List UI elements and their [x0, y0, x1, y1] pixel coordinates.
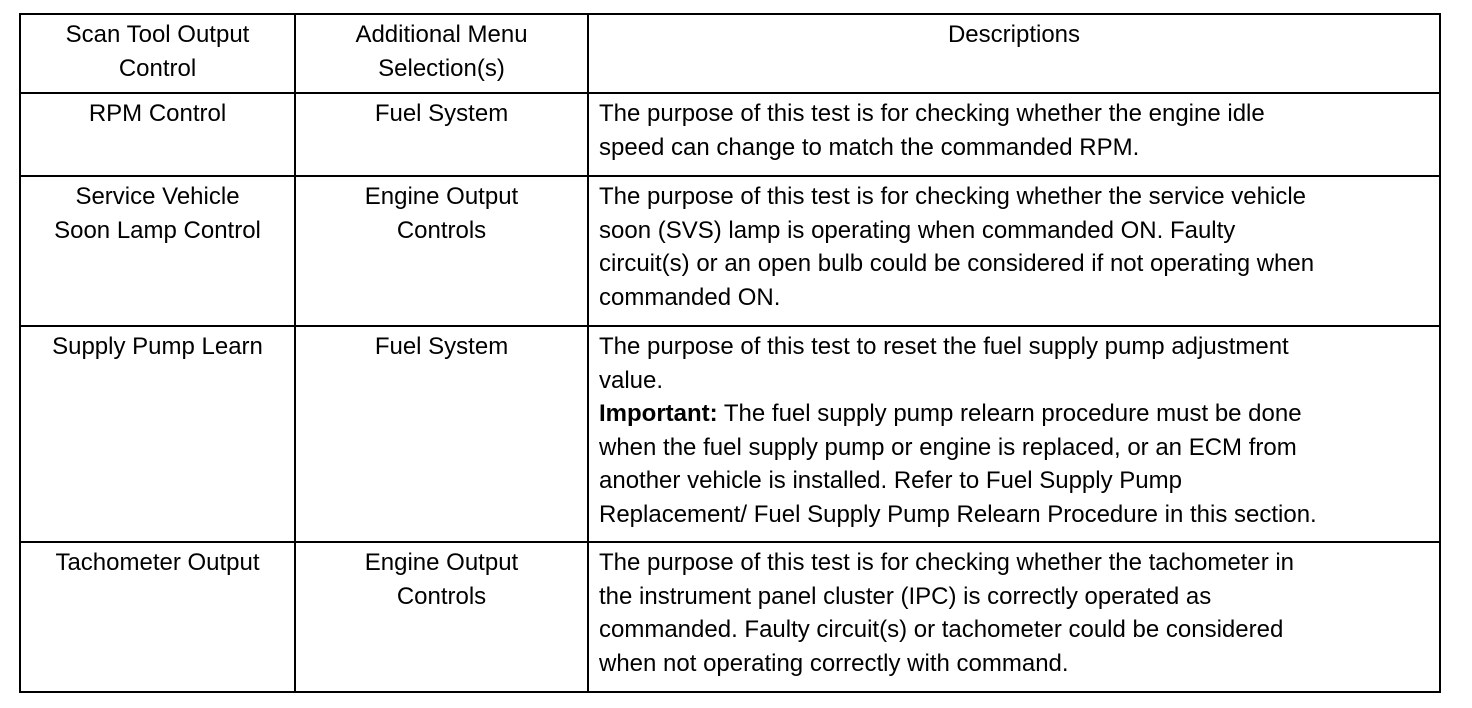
description-line: when not operating correctly with command. [599, 649, 1069, 677]
control-text: Tachometer Output [55, 549, 260, 576]
header-text: Control [118, 54, 197, 82]
header-descriptions [588, 14, 1440, 93]
description-line: Replacement/ Fuel Supply Pump Relearn Procedure in this section. [599, 500, 1317, 528]
table-row [20, 326, 1440, 542]
menu-cell [295, 93, 588, 176]
menu-text: Engine Output [364, 549, 519, 576]
description-line: The purpose of this test is for checking whether the service vehicle [599, 183, 1307, 210]
header-text: Scan Tool Output [65, 21, 250, 48]
menu-text: Controls [396, 582, 487, 610]
important-text: The fuel supply pump relearn procedure must be done [717, 400, 1302, 427]
description-line: The purpose of this test to reset the fuel supply pump adjustment [599, 333, 1289, 360]
description-line: speed can change to match the commanded RPM. [599, 133, 1140, 161]
description-cell [588, 176, 1440, 326]
description-cell [588, 326, 1440, 542]
menu-cell [295, 542, 588, 692]
control-text: RPM Control [88, 100, 227, 127]
control-text: Supply Pump Learn [52, 333, 263, 360]
menu-cell [295, 176, 588, 326]
description-line: commanded ON. [599, 283, 781, 311]
menu-text: Engine Output [364, 183, 519, 210]
description-line: soon (SVS) lamp is operating when commanded ON. Faulty [599, 216, 1236, 244]
description-line: value. [599, 366, 664, 394]
control-cell [20, 93, 295, 176]
control-cell [20, 176, 295, 326]
control-cell [20, 542, 295, 692]
control-cell [20, 326, 295, 542]
header-text: Descriptions [947, 21, 1081, 48]
description-line: circuit(s) or an open bulb could be considered if not operating when [599, 250, 1315, 277]
description-line: The purpose of this test is for checking whether the tachometer in [599, 549, 1295, 576]
menu-text: Controls [396, 216, 487, 244]
menu-text: Fuel System [374, 100, 509, 127]
description-cell [588, 93, 1440, 176]
header-text: Selection(s) [378, 54, 505, 82]
description-cell [588, 542, 1440, 692]
description-line: another vehicle is installed. Refer to Fuel Supply Pump [599, 467, 1182, 494]
header-scan-tool-output-control [20, 14, 295, 93]
table-row [20, 176, 1440, 326]
table-row [20, 93, 1440, 176]
control-text: Service Vehicle [75, 183, 240, 210]
header-text: Additional Menu [355, 21, 528, 48]
description-line: The purpose of this test is for checking whether the engine idle [599, 100, 1265, 127]
description-line: when the fuel supply pump or engine is replaced, or an ECM from [599, 433, 1297, 461]
description-line: the instrument panel cluster (IPC) is correctly operated as [599, 582, 1212, 610]
important-label: Important: [599, 400, 718, 427]
menu-text: Fuel System [374, 333, 509, 360]
table-row [20, 542, 1440, 692]
important-note [599, 397, 1429, 431]
header-additional-menu-selections [295, 14, 588, 93]
control-text: Soon Lamp Control [54, 216, 261, 244]
menu-cell [295, 326, 588, 542]
output-controls-table [19, 13, 1441, 693]
header-row [20, 14, 1440, 93]
description-line: commanded. Faulty circuit(s) or tachometer could be considered [599, 616, 1284, 643]
